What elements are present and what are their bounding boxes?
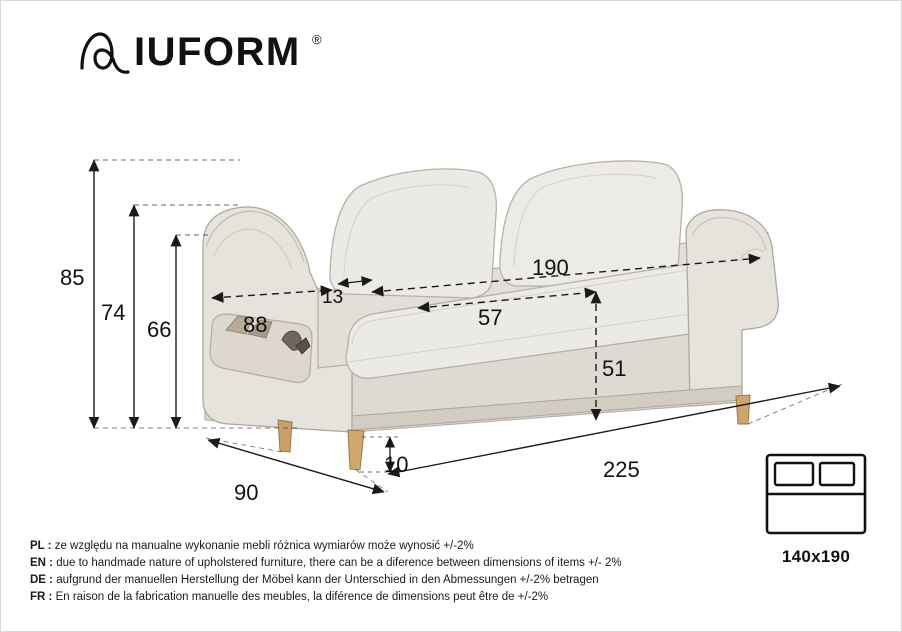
- bed-icon: [764, 452, 868, 536]
- note-text-en: due to handmade nature of upholstered furniture, there can be a diference between dimensions of items +/- 2%: [56, 557, 622, 569]
- registered-mark: ®: [312, 32, 322, 47]
- bed-size-block: [756, 452, 876, 567]
- dim-74-label: 74: [101, 300, 126, 325]
- note-row-de: [30, 572, 670, 589]
- note-text-de: aufgrund der manuellen Herstellung der Möbel kann der Unterschied in den Abmessungen +/-2% betragen: [56, 574, 599, 586]
- note-row-en: [30, 555, 670, 572]
- note-text-fr: En raison de la fabrication manuelle des meubles, la diférence de dimensions peut être de +/-2%: [55, 591, 549, 603]
- dim-10-label: 10: [384, 452, 409, 477]
- brand-name: IUFORM: [134, 30, 301, 74]
- note-lang-de: DE :: [30, 574, 53, 586]
- dim-57-label: 57: [478, 305, 503, 330]
- dim-225-label: 225: [603, 457, 640, 482]
- dim-66-label: 66: [147, 317, 172, 342]
- dim-13-label: 13: [322, 287, 344, 308]
- dim-85-label: 85: [60, 265, 85, 290]
- note-lang-pl: PL :: [30, 540, 52, 552]
- note-row-pl: [30, 538, 670, 555]
- note-text-pl: ze względu na manualne wykonanie mebli różnica wymiarów może wynosić +/-2%: [54, 540, 474, 552]
- dim-90-label: 90: [234, 480, 259, 505]
- dim-51-label: 51: [602, 356, 627, 381]
- dim-190-label: 190: [532, 255, 569, 280]
- note-row-fr: [30, 589, 670, 606]
- note-lang-en: EN :: [30, 557, 53, 569]
- dim-88-label: 88: [243, 312, 268, 337]
- note-lang-fr: FR :: [30, 591, 53, 603]
- bed-size-label: 140x190: [781, 547, 851, 566]
- disclaimer-notes: [30, 538, 670, 606]
